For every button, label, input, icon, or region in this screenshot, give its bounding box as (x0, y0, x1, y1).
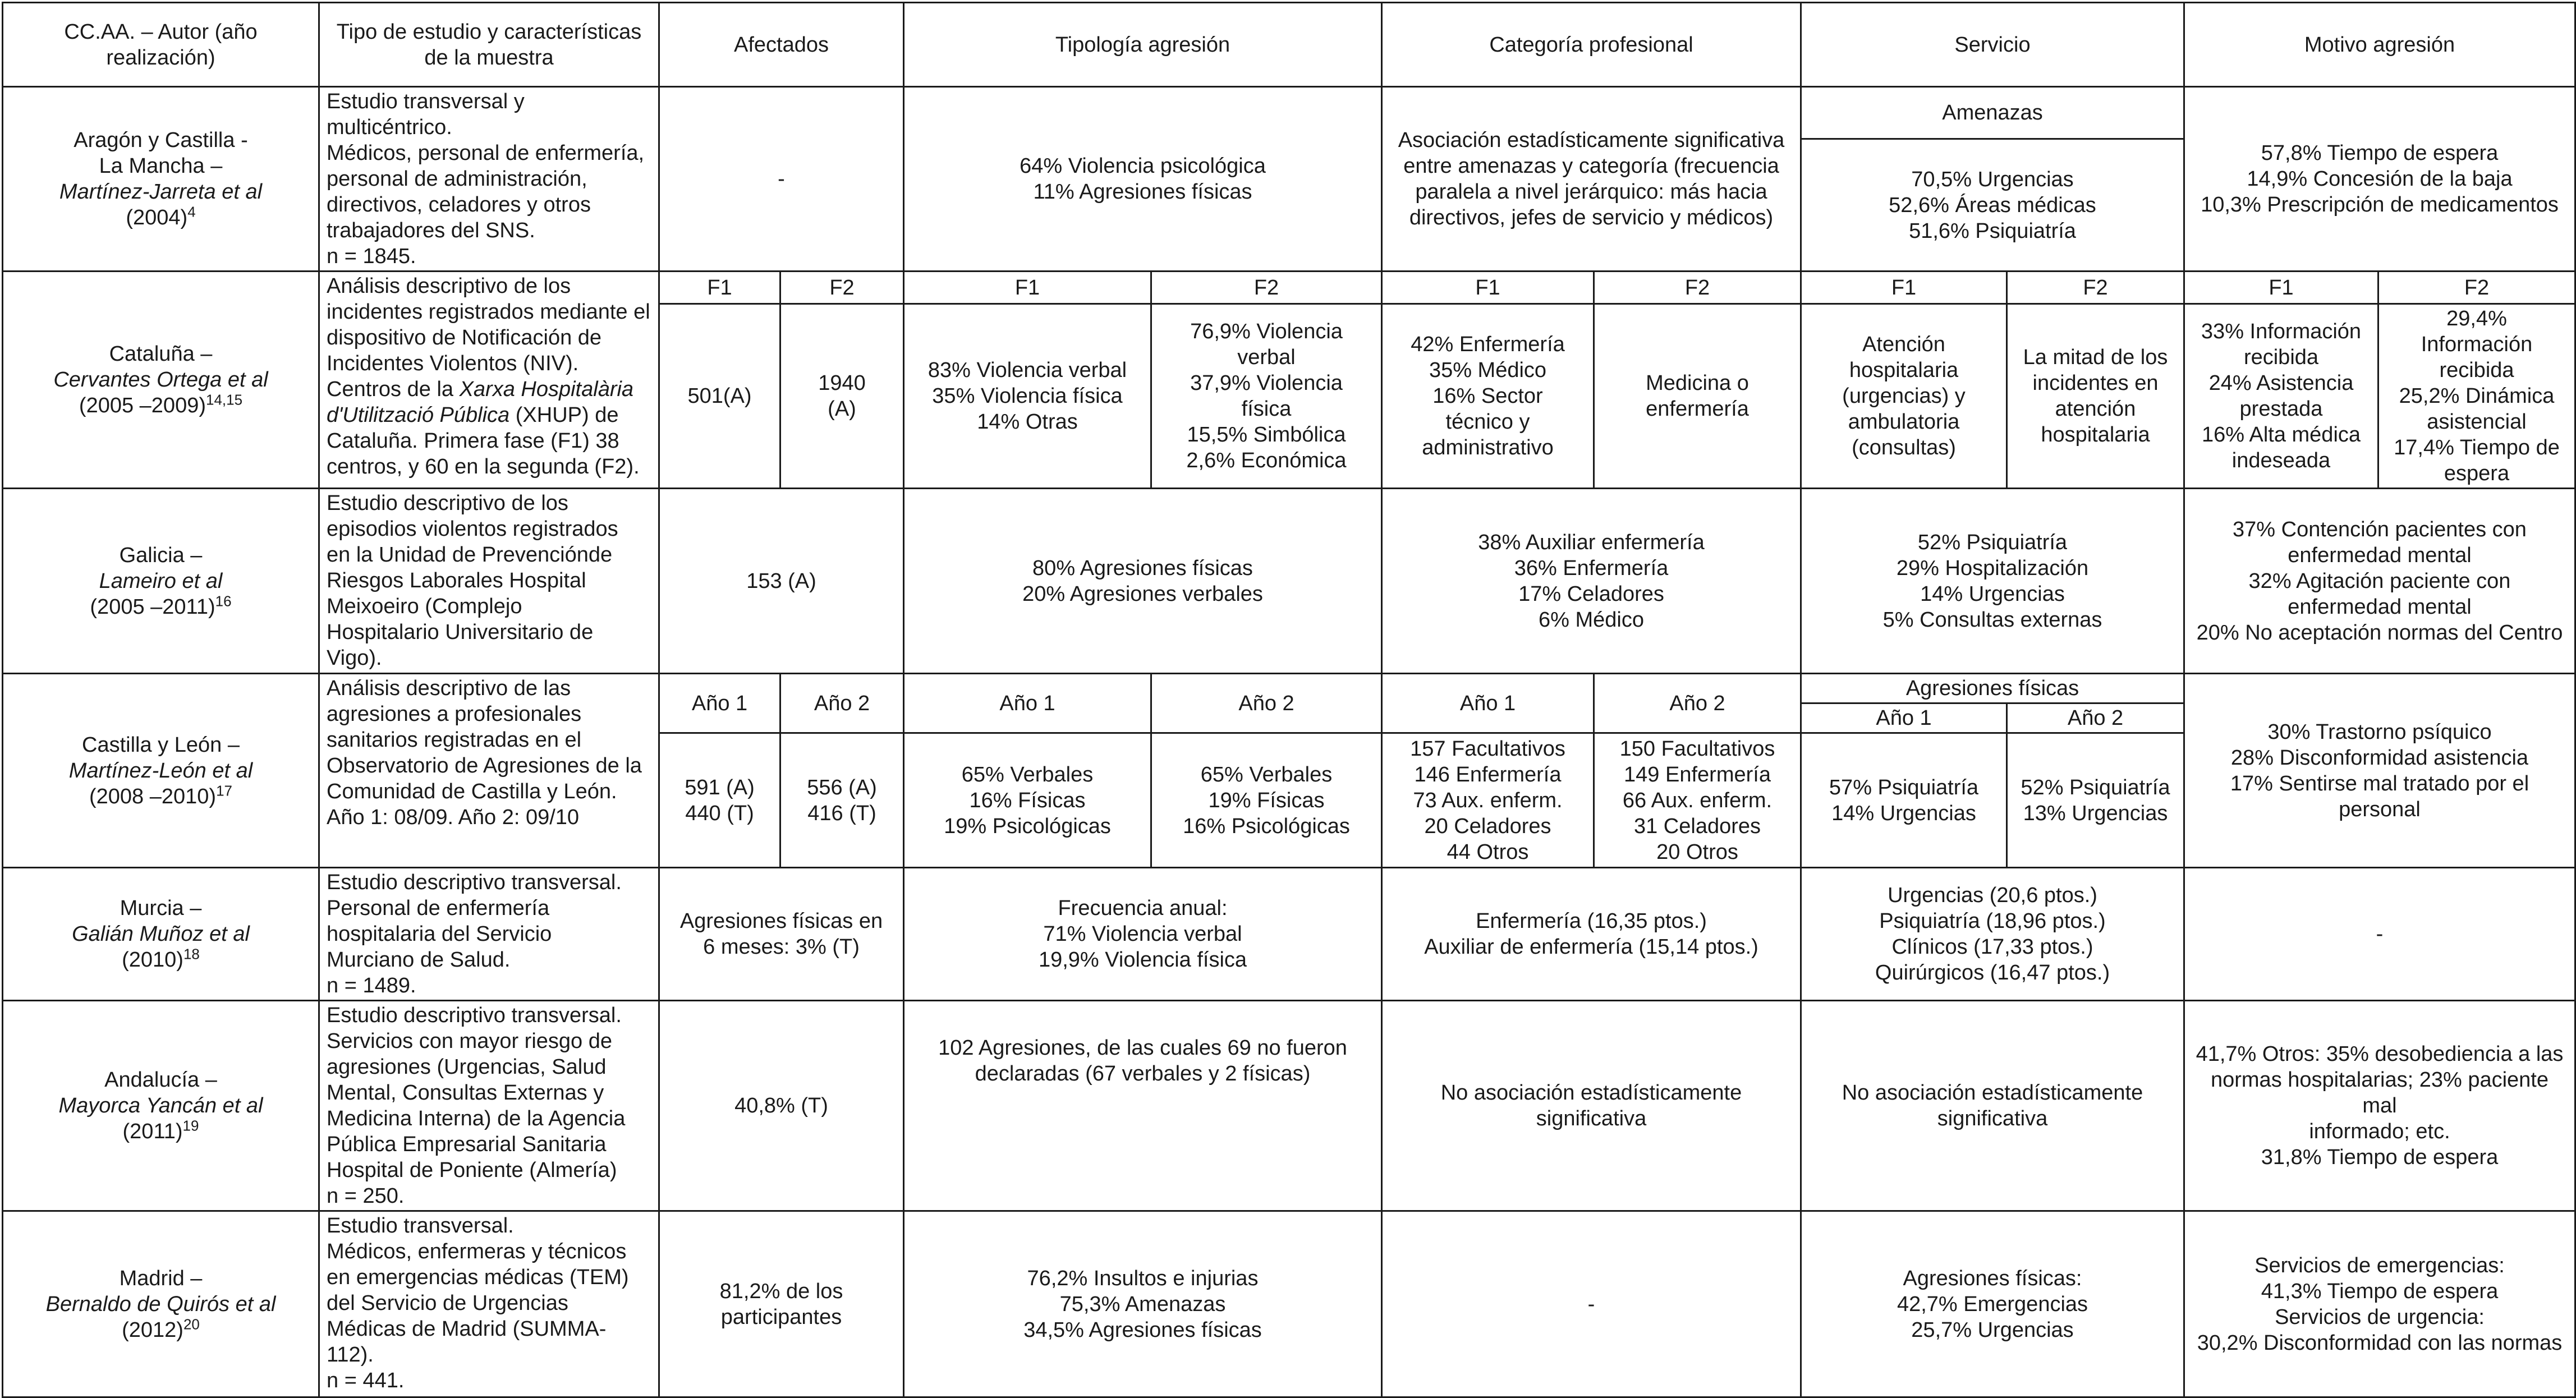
motive-cell: Servicios de emergencias: 41,3% Tiempo de espera Servicios de urgencia: 30,2% Disconformidad con las normas (2184, 1211, 2575, 1397)
region-author-cell: Cataluña – Cervantes Ortega et al (2005 –2009)$^{14,15}$ (3, 272, 319, 489)
category-cell: Medicina o enfermería (1594, 304, 1801, 489)
study-type-cell: Estudio descriptivo transversal. Personal de enfermería hospitalaria del Servicio Murciano de Salud. n = 1489. (319, 868, 659, 1001)
header-motive: Motivo agresión (2184, 3, 2575, 87)
motive-cell: - (2184, 868, 2575, 1001)
category-cell: Asociación estadísticamente significativa entre amenazas y categoría (frecuencia paralela a nivel jerárquico: más hacia directivos, jefes de servicio y médicos) (1382, 87, 1801, 272)
motive-cell: 33% Información recibida 24% Asistencia prestada 16% Alta médica indeseada (2184, 304, 2378, 489)
service-subheader: Agresiones físicas (1801, 674, 2184, 703)
motive-cell: 29,4% Información recibida 25,2% Dinámica asistencial 17,4% Tiempo de espera (2378, 304, 2575, 489)
header-service: Servicio (1801, 3, 2184, 87)
phase-header: F1 (1382, 272, 1594, 304)
header-affected: Afectados (659, 3, 904, 87)
service-cell: No asociación estadísticamente significativa (1801, 1001, 2184, 1211)
reference-number: 19 (182, 1117, 199, 1134)
study-type-cell: Estudio descriptivo de los episodios violentos registrados en la Unidad de Prevenciónde Riesgos Laborales Hospital Meixoeiro (Complejo Hospitalario Universitario de Vigo). (319, 489, 659, 674)
header-region-author: CC.AA. – Autor (año realización) (3, 3, 319, 87)
service-cell: 70,5% Urgencias 52,6% Áreas médicas 51,6% Psiquiatría (1801, 139, 2184, 272)
phase-header: F1 (1801, 272, 2007, 304)
service-cell: Atención hospitalaria (urgencias) y ambulatoria (consultas) (1801, 304, 2007, 489)
affected-cell: 40,8% (T) (659, 1001, 904, 1211)
phase-header: F1 (659, 272, 780, 304)
table-row (3, 868, 2575, 1001)
header-professional-category: Categoría profesional (1382, 3, 1801, 87)
phase-header: F2 (1151, 272, 1382, 304)
service-cell: La mitad de los incidentes en atención hospitalaria (2007, 304, 2184, 489)
typology-cell: 76,2% Insultos e injurias 75,3% Amenazas 34,5% Agresiones físicas (904, 1211, 1382, 1397)
reference-number: 20 (183, 1315, 200, 1332)
category-cell: - (1382, 1211, 1801, 1397)
motive-cell: 41,7% Otros: 35% desobediencia a las normas hospitalarias; 23% paciente mal informado; etc. 31,8% Tiempo de espera (2184, 1001, 2575, 1211)
region-author-cell: Aragón y Castilla - La Mancha – Martínez-Jarreta et al $(2004)^4$ (3, 87, 319, 272)
service-cell: 57% Psiquiatría 14% Urgencias (1801, 733, 2007, 868)
year-header: Año 1 (1382, 674, 1594, 733)
typology-cell: 80% Agresiones físicas 20% Agresiones verbales (904, 489, 1382, 674)
phase-header: F1 (904, 272, 1151, 304)
table-row (3, 272, 2575, 304)
service-cell: Agresiones físicas: 42,7% Emergencias 25,7% Urgencias (1801, 1211, 2184, 1397)
category-cell: 42% Enfermería 35% Médico 16% Sector técnico y administrativo (1382, 304, 1594, 489)
year-header: Año 2 (780, 674, 904, 733)
author-name: Martínez-León et al (68, 758, 253, 783)
author-name: Mayorca Yancán et al (58, 1094, 263, 1118)
year-header: Año 1 (904, 674, 1151, 733)
author-name: Galián Muñoz et al (72, 922, 250, 946)
study-type-cell: Estudio descriptivo transversal. Servicios con mayor riesgo de agresiones (Urgencias, Salud Mental, Consultas Externas y Medicina Interna) de la Agencia Pública Empresarial Sanitaria Hospital de Poniente (Almería) n = 250. (319, 1001, 659, 1211)
table-row (3, 674, 2575, 703)
reference-number: 4 (187, 203, 196, 220)
header-typology: Tipología agresión (904, 3, 1382, 87)
category-cell: No asociación estadísticamente significativa (1382, 1001, 1801, 1211)
service-cell: 52% Psiquiatría 13% Urgencias (2007, 733, 2184, 868)
category-cell: Enfermería (16,35 ptos.) Auxiliar de enfermería (15,14 ptos.) (1382, 868, 1801, 1001)
typology-cell: 65% Verbales 19% Físicas 16% Psicológicas (1151, 733, 1382, 868)
reference-number: 14,15 (206, 391, 243, 408)
affected-cell: - (659, 87, 904, 272)
affected-cell: 153 (A) (659, 489, 904, 674)
typology-cell: 102 Agresiones, de las cuales 69 no fueron declaradas (67 verbales y 2 físicas) (904, 1001, 1382, 1211)
author-name: Bernaldo de Quirós et al (45, 1292, 276, 1316)
affected-cell: 1940 (A) (780, 304, 904, 489)
header-row (3, 3, 2575, 87)
region-author-cell: Madrid – Bernaldo de Quirós et al $(2012)^{20}$ (3, 1211, 319, 1397)
phase-header: F1 (2184, 272, 2378, 304)
reference-number: 18 (183, 945, 200, 963)
author-name: Cervantes Ortega et al (53, 368, 268, 392)
typology-cell: 64% Violencia psicológica 11% Agresiones físicas (904, 87, 1382, 272)
typology-cell: 65% Verbales 16% Físicas 19% Psicológicas (904, 733, 1151, 868)
affected-cell: 81,2% de los participantes (659, 1211, 904, 1397)
aggression-studies-table (2, 2, 2576, 1398)
region-author-cell: Galicia – Lameiro et al (2005 –2011)$^{16}$ (3, 489, 319, 674)
table-row (3, 87, 2575, 139)
phase-header: F2 (2007, 272, 2184, 304)
phase-header: F2 (1594, 272, 1801, 304)
typology-cell: 76,9% Violencia verbal 37,9% Violencia física 15,5% Simbólica 2,6% Económica (1151, 304, 1382, 489)
motive-cell: 37% Contención pacientes con enfermedad mental 32% Agitación paciente con enfermedad mental 20% No aceptación normas del Centro (2184, 489, 2575, 674)
author-name: Lameiro et al (99, 569, 223, 593)
year-header: Año 2 (2007, 703, 2184, 733)
typology-cell: Frecuencia anual: 71% Violencia verbal 19,9% Violencia física (904, 868, 1382, 1001)
header-study-type: Tipo de estudio y características de la muestra (319, 3, 659, 87)
category-cell: 157 Facultativos 146 Enfermería 73 Aux. enferm. 20 Celadores 44 Otros (1382, 733, 1594, 868)
affected-cell: Agresiones físicas en 6 meses: 3% (T) (659, 868, 904, 1001)
typology-cell: 83% Violencia verbal 35% Violencia física 14% Otras (904, 304, 1151, 489)
reference-number: 16 (215, 592, 232, 609)
phase-header: F2 (780, 272, 904, 304)
service-cell: 52% Psiquiatría 29% Hospitalización 14% Urgencias 5% Consultas externas (1801, 489, 2184, 674)
category-cell: 150 Facultativos 149 Enfermería 66 Aux. enferm. 31 Celadores 20 Otros (1594, 733, 1801, 868)
year-header: Año 1 (1801, 703, 2007, 733)
year-header: Año 2 (1151, 674, 1382, 733)
region-author-cell: Murcia – Galián Muñoz et al $(2010)^{18}$ (3, 868, 319, 1001)
reference-number: 17 (216, 781, 232, 799)
service-cell: Urgencias (20,6 ptos.) Psiquiatría (18,96 ptos.) Clínicos (17,33 ptos.) Quirúrgicos (16,47 ptos.) (1801, 868, 2184, 1001)
affected-cell: 501(A) (659, 304, 780, 489)
region-author-cell: Castilla y León – Martínez-León et al (2008 –2010)$^{17}$ (3, 674, 319, 868)
year-header: Año 2 (1594, 674, 1801, 733)
affected-cell: 591 (A) 440 (T) (659, 733, 780, 868)
study-type-cell: Estudio transversal. Médicos, enfermeras y técnicos en emergencias médicas (TEM) del Servicio de Urgencias Médicas de Madrid (SUMMA- 112). n = 441. (319, 1211, 659, 1397)
study-type-cell: Análisis descriptivo de los incidentes registrados mediante el dispositivo de Notificación de Incidentes Violentos (NIV). Centros de la Xarxa Hospitalària d'Utilització Pública (XHUP) de Cataluña. Primera fase (F1) 38 centros, y 60 en la segunda (F2). (319, 272, 659, 489)
table-row (3, 1211, 2575, 1397)
table-row (3, 1001, 2575, 1211)
service-subheader: Amenazas (1801, 87, 2184, 139)
author-name: Martínez-Jarreta et al (59, 180, 263, 204)
table-row (3, 489, 2575, 674)
study-type-cell: Análisis descriptivo de las agresiones a profesionales sanitarios registradas en el Observatorio de Agresiones de la Comunidad de Castilla y León. Año 1: 08/09. Año 2: 09/10 (319, 674, 659, 868)
motive-cell: 30% Trastorno psíquico 28% Disconformidad asistencia 17% Sentirse mal tratado por el personal (2184, 674, 2575, 868)
affected-cell: 556 (A) 416 (T) (780, 733, 904, 868)
region-author-cell: Andalucía – Mayorca Yancán et al $(2011)^{19}$ (3, 1001, 319, 1211)
study-type-cell: Estudio transversal y multicéntrico. Médicos, personal de enfermería, personal de administración, directivos, celadores y otros trabajadores del SNS. n = 1845. (319, 87, 659, 272)
year-header: Año 1 (659, 674, 780, 733)
phase-header: F2 (2378, 272, 2575, 304)
motive-cell: 57,8% Tiempo de espera 14,9% Concesión de la baja 10,3% Prescripción de medicamentos (2184, 87, 2575, 272)
category-cell: 38% Auxiliar enfermería 36% Enfermería 17% Celadores 6% Médico (1382, 489, 1801, 674)
